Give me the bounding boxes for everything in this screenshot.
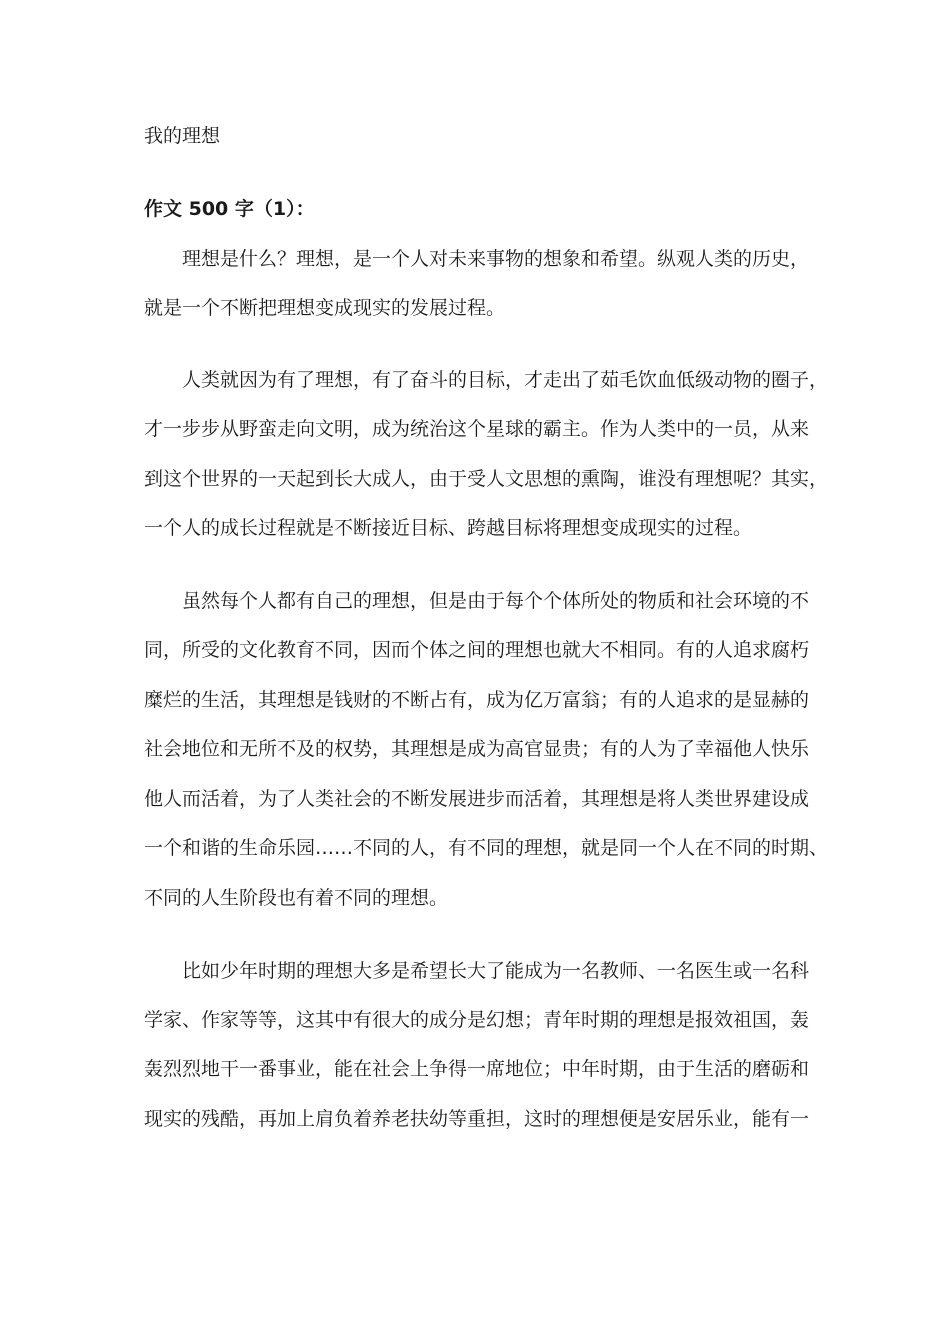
paragraph-line: 比如少年时期的理想大多是希望长大了能成为一名教师、一名医生或一名科 xyxy=(182,960,810,982)
paragraph-line: 同，所受的文化教育不同，因而个体之间的理想也就大不相同。有的人追求腐朽 xyxy=(144,639,810,661)
paragraph-line: 社会地位和无所不及的权势，其理想是成为高官显贵；有的人为了幸福他人快乐 xyxy=(144,738,810,760)
paragraph-line: 到这个世界的一天起到长大成人，由于受人文思想的熏陶，谁没有理想呢？其实， xyxy=(144,468,829,490)
paragraph-line: 人类就因为有了理想，有了奋斗的目标，才走出了茹毛饮血低级动物的圈子， xyxy=(182,369,829,391)
paragraph-line: 他人而活着，为了人类社会的不断发展进步而活着，其理想是将人类世界建设成 xyxy=(144,788,810,810)
paragraph-line: 现实的残酷，再加上肩负着养老扶幼等重担，这时的理想便是安居乐业，能有一 xyxy=(144,1108,810,1130)
document-title: 我的理想 xyxy=(144,125,221,147)
paragraph-line: 理想是什么？理想，是一个人对未来事物的想象和希望。纵观人类的历史， xyxy=(182,248,810,270)
section-heading: 作文 500 字（1）： xyxy=(144,198,315,220)
paragraph-line: 一个人的成长过程就是不断接近目标、跨越目标将理想变成现实的过程。 xyxy=(144,517,753,539)
paragraph-line: 轰烈烈地干一番事业，能在社会上争得一席地位；中年时期，由于生活的磨砺和 xyxy=(144,1058,810,1080)
paragraph-line: 学家、作家等等，这其中有很大的成分是幻想；青年时期的理想是报效祖国，轰 xyxy=(144,1009,810,1031)
paragraph-line: 就是一个不断把理想变成现实的发展过程。 xyxy=(144,297,506,319)
paragraph-line: 才一步步从野蛮走向文明，成为统治这个星球的霸主。作为人类中的一员，从来 xyxy=(144,418,810,440)
paragraph-line: 一个和谐的生命乐园……不同的人，有不同的理想，就是同一个人在不同的时期、 xyxy=(144,837,829,859)
paragraph-line: 不同的人生阶段也有着不同的理想。 xyxy=(144,887,449,909)
paragraph-line: 虽然每个人都有自己的理想，但是由于每个个体所处的物质和社会环境的不 xyxy=(182,590,810,612)
paragraph-line: 糜烂的生活，其理想是钱财的不断占有，成为亿万富翁；有的人追求的是显赫的 xyxy=(144,689,810,711)
